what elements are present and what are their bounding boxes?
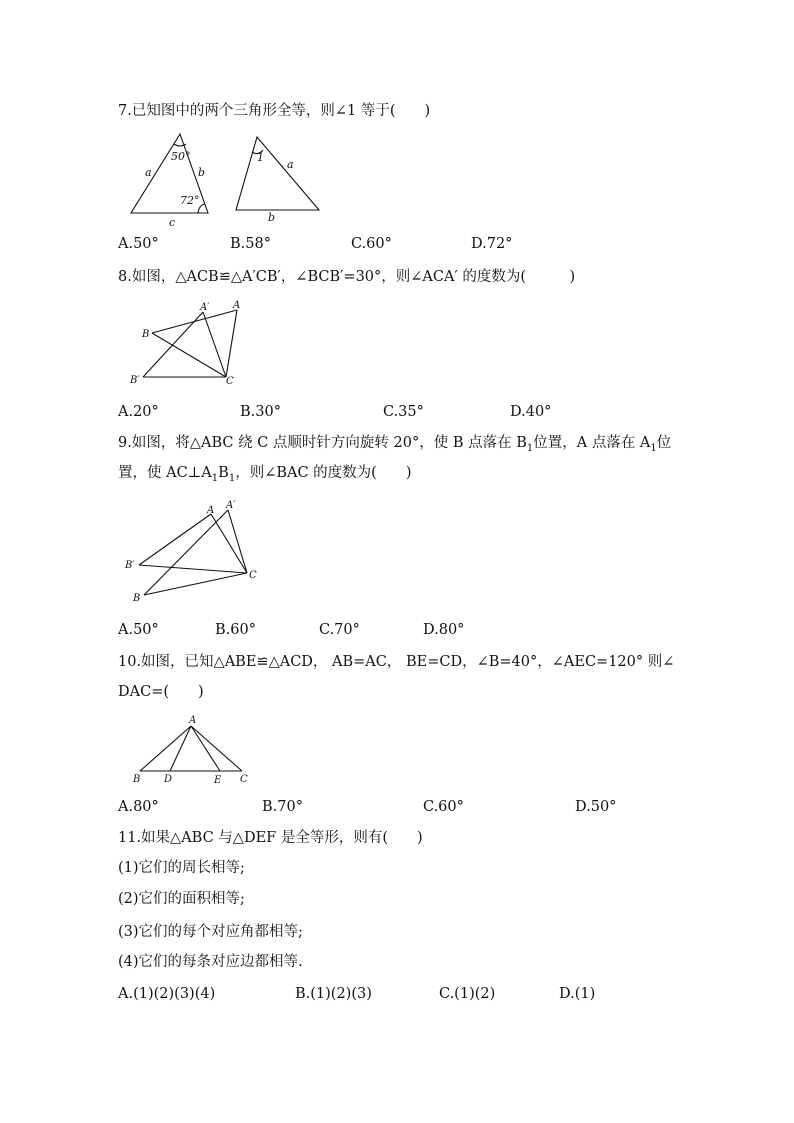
q10-segment-AC [191,726,242,771]
q7-right-side-b: b [268,211,276,224]
q9-figure [122,497,267,607]
q9-label-Ap: A′ [226,500,236,511]
q9-sub-a1: 1 [650,442,657,454]
q10-stem-line2: DAC=( ) [118,684,204,700]
q9-label-A: A [207,505,215,516]
q11-item-1: (1)它们的周长相等; [118,860,245,876]
q9-option-d: D.80° [423,622,465,638]
q7-option-b: B.58° [230,236,271,252]
q11-option-b: B.(1)(2)(3) [295,986,372,1002]
q8-label-B: B [142,329,150,340]
q7-side-a: a [145,166,152,179]
q9-sub-a1b: 1 [211,472,219,484]
q9-option-b: B.60° [215,622,256,638]
q9-option-c: C.70° [319,622,360,638]
q10-label-D: D [164,774,173,785]
q8-option-c: C.35° [383,404,424,420]
q9-segment-ABp [139,514,211,565]
q10-figure [128,712,258,787]
q7-right-triangle-figure [230,132,325,222]
q11-item-2: (2)它们的面积相等; [118,891,245,907]
q11-stem: 11.如果△ABC 与△DEF 是全等形，则有( ) [118,830,423,846]
q8-option-d: D.40° [510,404,552,420]
q9-stem-text-5: B [218,465,229,481]
q11-item-4: (4)它们的每条对应边都相等. [118,954,303,970]
q11-option-a: A.(1)(2)(3)(4) [118,986,216,1002]
q9-label-Bp: B′ [125,560,135,571]
q9-segment-BpC [139,565,247,573]
q8-label-C: C [226,376,234,387]
q8-segment-BpAp [143,312,203,377]
q10-segment-AD [170,726,191,771]
q10-label-C: C [240,774,248,785]
q8-option-b: B.30° [240,404,281,420]
q7-right-triangle [236,137,319,210]
q11-item-3: (3)它们的每个对应角都相等; [118,924,303,940]
q8-label-Bp: B′ [130,375,140,386]
q9-stem-text-6: ，则∠BAC 的度数为( ) [235,465,412,481]
q9-segment-ApC [228,510,247,573]
q9-segment-AC [211,514,247,573]
q8-label-A: A [233,300,241,311]
q11-option-c: C.(1)(2) [439,986,496,1002]
q7-option-c: C.60° [351,236,392,252]
q7-side-c: c [169,216,176,229]
q8-segment-AC [226,310,237,377]
q8-figure [125,297,255,392]
q9-option-a: A.50° [118,622,159,638]
q9-sub-b1: 1 [526,442,534,454]
q11-option-d: D.(1) [559,986,596,1002]
q10-label-E: E [214,775,222,786]
q10-segment-AE [191,726,220,771]
q8-stem: 8.如图，△ACB≌△A′CB′，∠BCB′=30°，则∠ACA′ 的度数为( ) [118,269,576,285]
q10-option-b: B.70° [262,799,303,815]
q9-sub-b1b: 1 [228,472,236,484]
q9-stem-text-4: 置，使 AC⊥A [118,465,212,481]
q7-option-a: A.50° [118,236,159,252]
q10-stem-line1: 10.如图，已知△ABE≌△ACD， AB=AC， BE=CD，∠B=40°，∠AEC=120° 则∠ [118,654,675,670]
q8-label-Ap: A′ [200,302,210,313]
q7-stem: 7.已知图中的两个三角形全等，则∠1 等于( ) [118,103,431,119]
q10-option-d: D.50° [575,799,617,815]
q7-angle-50: 50° [171,150,191,163]
q7-side-b: b [198,166,206,179]
q8-option-a: A.20° [118,404,159,420]
q9-label-C: C [249,570,257,581]
q7-angle-72: 72° [180,194,200,207]
q10-label-B: B [133,774,141,785]
q10-label-A: A [189,715,197,726]
q9-label-B: B [133,593,141,604]
q10-option-a: A.80° [118,799,159,815]
q7-angle-1: 1 [257,151,264,164]
q8-segment-ApC [203,312,226,377]
q9-stem-text-3: 位 [656,435,672,451]
q7-option-d: D.72° [471,236,513,252]
q9-stem-line1 [118,433,671,459]
q9-segment-BC [144,573,247,595]
q7-right-side-a: a [287,158,294,171]
q9-stem-line2 [118,463,412,489]
q9-stem-text-2: 位置，A 点落在 A [533,435,651,451]
q7-left-triangle-figure [125,130,215,229]
q9-stem-text-1: 9.如图，将△ABC 绕 C 点顺时针方向旋转 20°，使 B 点落在 B [118,435,527,451]
q10-option-c: C.60° [423,799,464,815]
q10-segment-AB [140,726,191,771]
